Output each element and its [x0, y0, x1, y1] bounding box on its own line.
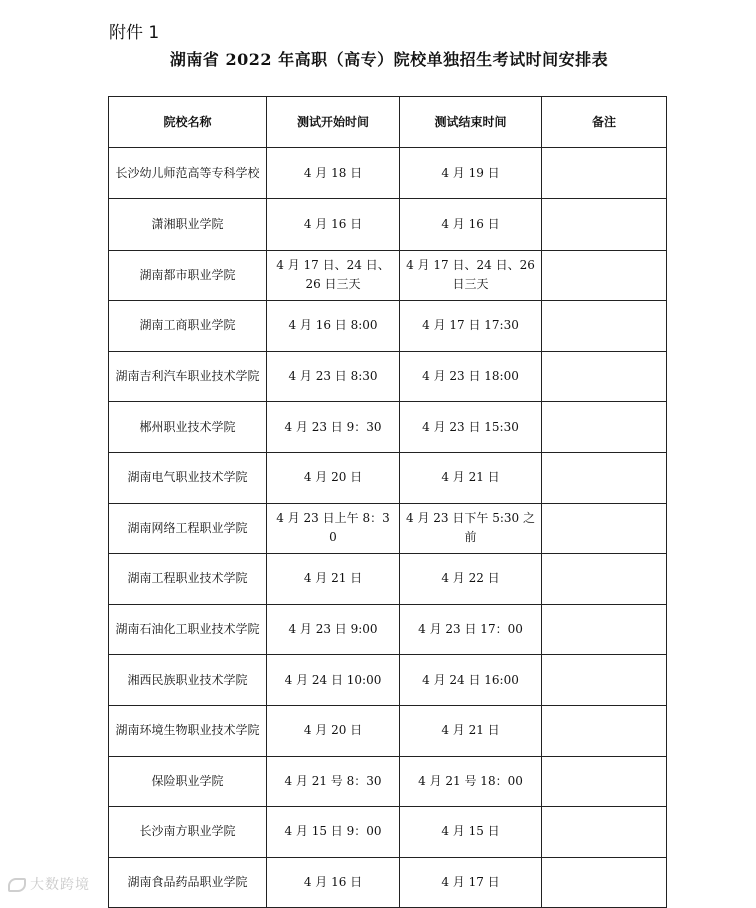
- cell-note: [542, 199, 667, 250]
- cell-note: [542, 604, 667, 655]
- cell-start-time: 4 月 24 日 10:00: [267, 655, 400, 706]
- cell-start-time: 4 月 23 日 9：30: [267, 402, 400, 453]
- cell-end-time: 4 月 23 日下午 5:30 之前: [400, 503, 542, 554]
- schedule-table: [108, 96, 667, 908]
- cell-note: [542, 250, 667, 301]
- cell-note: [542, 301, 667, 352]
- header-school: 院校名称: [109, 97, 267, 148]
- watermark: [8, 874, 90, 894]
- cell-school: 湖南都市职业学院: [109, 250, 267, 301]
- cell-school: 保险职业学院: [109, 756, 267, 807]
- cell-end-time: 4 月 17 日、24 日、26 日三天: [400, 250, 542, 301]
- cell-note: [542, 554, 667, 605]
- cell-school: 湖南石油化工职业技术学院: [109, 604, 267, 655]
- table-row: [109, 199, 667, 250]
- table-row: [109, 351, 667, 402]
- cell-end-time: 4 月 21 日: [400, 452, 542, 503]
- table-row: [109, 503, 667, 554]
- cell-note: [542, 452, 667, 503]
- cell-note: [542, 503, 667, 554]
- cell-start-time: 4 月 20 日: [267, 705, 400, 756]
- cell-note: [542, 148, 667, 199]
- table-row: [109, 655, 667, 706]
- cell-start-time: 4 月 16 日: [267, 199, 400, 250]
- table-row: [109, 301, 667, 352]
- cell-end-time: 4 月 19 日: [400, 148, 542, 199]
- table-row: [109, 604, 667, 655]
- cell-end-time: 4 月 17 日: [400, 857, 542, 908]
- table-row: [109, 705, 667, 756]
- cell-note: [542, 351, 667, 402]
- cell-start-time: 4 月 15 日 9：00: [267, 807, 400, 858]
- cell-school: 长沙幼儿师范高等专科学校: [109, 148, 267, 199]
- cell-note: [542, 756, 667, 807]
- cell-school: 湖南网络工程职业学院: [109, 503, 267, 554]
- attachment-label: 附件 1: [109, 23, 160, 43]
- cell-school: 湖南电气职业技术学院: [109, 452, 267, 503]
- cell-end-time: 4 月 24 日 16:00: [400, 655, 542, 706]
- cell-note: [542, 705, 667, 756]
- cell-note: [542, 857, 667, 908]
- cell-start-time: 4 月 16 日 8:00: [267, 301, 400, 352]
- cell-start-time: 4 月 21 号 8：30: [267, 756, 400, 807]
- cell-note: [542, 807, 667, 858]
- cell-school: 郴州职业技术学院: [109, 402, 267, 453]
- cell-start-time: 4 月 17 日、24 日、26 日三天: [267, 250, 400, 301]
- cell-end-time: 4 月 21 日: [400, 705, 542, 756]
- cell-end-time: 4 月 21 号 18：00: [400, 756, 542, 807]
- cell-end-time: 4 月 23 日 18:00: [400, 351, 542, 402]
- cell-note: [542, 655, 667, 706]
- cell-start-time: 4 月 20 日: [267, 452, 400, 503]
- cell-end-time: 4 月 23 日 17：00: [400, 604, 542, 655]
- table-row: [109, 857, 667, 908]
- document-title: 湖南省 2022 年高职（高专）院校单独招生考试时间安排表: [169, 50, 609, 69]
- cell-note: [542, 402, 667, 453]
- watermark-text: 大数跨境: [30, 877, 90, 893]
- table-row: [109, 148, 667, 199]
- cell-start-time: 4 月 18 日: [267, 148, 400, 199]
- cell-end-time: 4 月 16 日: [400, 199, 542, 250]
- cell-school: 湖南吉利汽车职业技术学院: [109, 351, 267, 402]
- cell-end-time: 4 月 22 日: [400, 554, 542, 605]
- table-row: [109, 554, 667, 605]
- cell-start-time: 4 月 23 日 8:30: [267, 351, 400, 402]
- header-note: 备注: [542, 97, 667, 148]
- cell-end-time: 4 月 17 日 17:30: [400, 301, 542, 352]
- cell-start-time: 4 月 23 日上午 8：30: [267, 503, 400, 554]
- header-start-time: 测试开始时间: [267, 97, 400, 148]
- watermark-logo-icon: [8, 878, 26, 892]
- table-header-row: [109, 97, 667, 148]
- cell-end-time: 4 月 15 日: [400, 807, 542, 858]
- table-row: [109, 250, 667, 301]
- cell-school: 湘西民族职业技术学院: [109, 655, 267, 706]
- cell-school: 湖南工程职业技术学院: [109, 554, 267, 605]
- cell-school: 长沙南方职业学院: [109, 807, 267, 858]
- cell-start-time: 4 月 23 日 9:00: [267, 604, 400, 655]
- table-row: [109, 402, 667, 453]
- cell-end-time: 4 月 23 日 15:30: [400, 402, 542, 453]
- cell-school: 湖南环境生物职业技术学院: [109, 705, 267, 756]
- header-end-time: 测试结束时间: [400, 97, 542, 148]
- table-row: [109, 452, 667, 503]
- cell-school: 湖南食品药品职业学院: [109, 857, 267, 908]
- cell-start-time: 4 月 21 日: [267, 554, 400, 605]
- table-row: [109, 756, 667, 807]
- cell-school: 潇湘职业学院: [109, 199, 267, 250]
- table-row: [109, 807, 667, 858]
- cell-school: 湖南工商职业学院: [109, 301, 267, 352]
- cell-start-time: 4 月 16 日: [267, 857, 400, 908]
